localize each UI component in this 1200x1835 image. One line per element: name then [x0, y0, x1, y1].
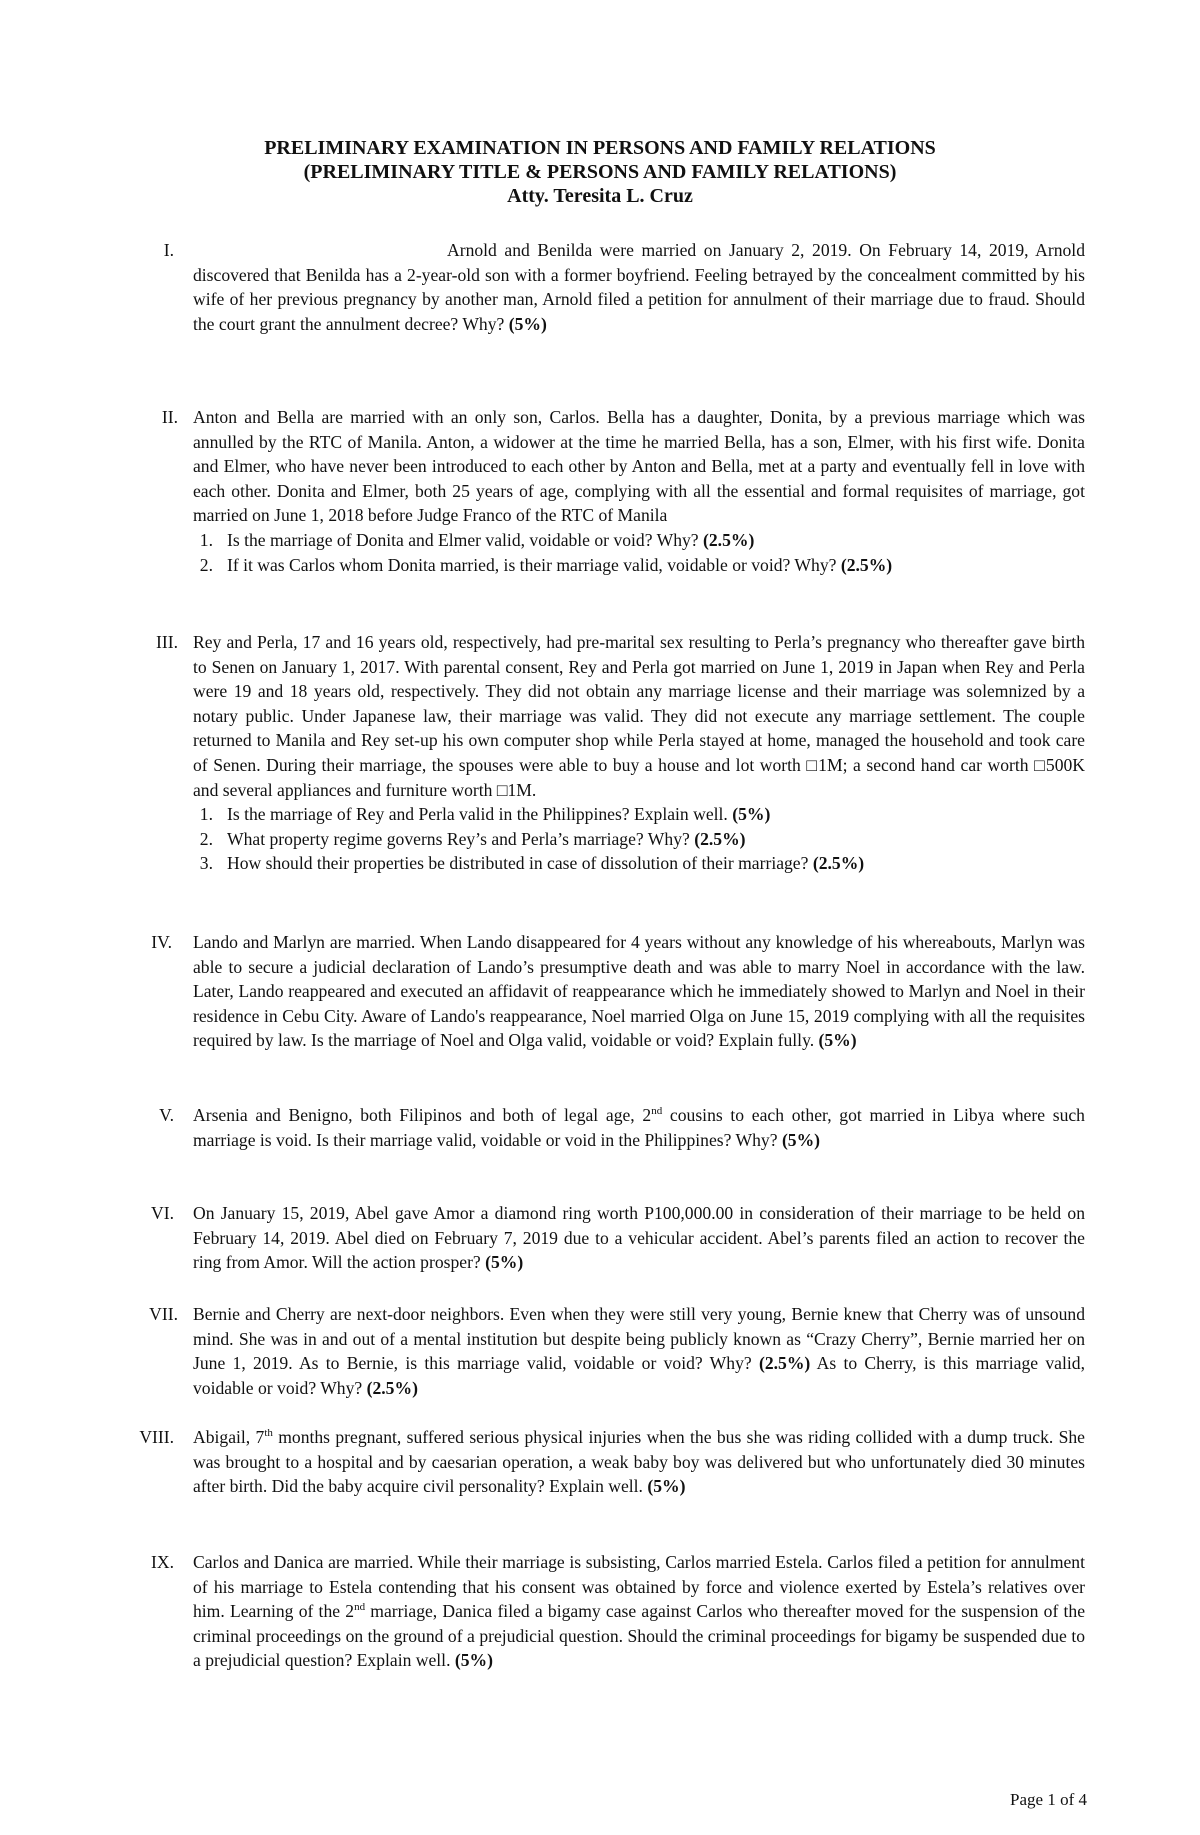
question-number: II.	[161, 407, 178, 427]
question-number: VI.	[151, 1203, 174, 1223]
question-number: IV.	[151, 932, 172, 952]
question-number: V.	[159, 1105, 174, 1125]
question-text: Carlos and Danica are married. While their marriage is subsisting, Carlos married Estela. Carlos filed a petition for annulment of his marriage to Estela contending that his consent was obtained by force and violence exerted by Estela’s relatives over him. Learning of the 2nd marriage, Danica filed a bigamy case against Carlos who thereafter moved for the suspension of the criminal proceedings on the ground of a prejudicial question. Should the criminal proceedings for bigamy be suspended due to a prejudicial question? Explain well. (5%)	[193, 1552, 1086, 1671]
question-number: VII.	[149, 1304, 178, 1324]
sub-question-1: 1. Is the marriage of Donita and Elmer valid, voidable or void? Why? (2.5%)	[199, 529, 755, 550]
question-number: IX.	[151, 1552, 174, 1572]
question-points: (5%)	[485, 1252, 524, 1273]
exam-author: Atty. Teresita L. Cruz	[507, 185, 693, 207]
page-number: Page 1 of 4	[1010, 1790, 1087, 1809]
sub-question-3: 3. How should their properties be distributed in case of dissolution of their marriage? (2.5%)	[199, 853, 865, 874]
question-text: Anton and Bella are married with an only son, Carlos. Bella has a daughter, Donita, by a previous marriage which was annulled by the RTC of Manila. Anton, a widower at the time he married Bella, has a son, Elmer, with his first wife. Donita and Elmer, who have never been introduced to each other by Anton and Bella, met at a party and eventually fell in love with each other. Donita and Elmer, both 25 years of age, complying with all the essential and formal requisites of marriage, got married on June 1, 2018 before Judge Franco of the RTC of Manila 1. Is the marriage of Donita and Elmer valid, voidable or void? Why? (2.5%) 2. If it was Carlos whom Donita married, is their marriage valid, voidable or void? Why? (2.5%)	[193, 405, 1085, 577]
question-text: Lando and Marlyn are married. When Lando disappeared for 4 years without any knowledge of his whereabouts, Marlyn was able to secure a judicial declaration of Lando’s presumptive death and was able to marry Noel in accordance with the law. Later, Lando reappeared and executed an affidavit of reappearance which he immediately showed to Marlyn and Noel in their residence in Cebu City. Aware of Lando's reappearance, Noel married Olga on June 15, 2019 complying with all the requisites required by law. Is the marriage of Noel and Olga valid, voidable or void? Explain fully. (5%)	[193, 932, 1085, 1051]
exam-subtitle: (PRELIMINARY TITLE & PERSONS AND FAMILY RELATIONS)	[303, 161, 897, 183]
question-number: VIII.	[139, 1427, 174, 1447]
question-points: (5%)	[647, 1476, 686, 1497]
question-points: (5%)	[781, 1129, 821, 1150]
question-text: Abigail, 7th months pregnant, suffered serious physical injuries when the bus she was riding collided with a dump truck. She was brought to a hospital and by caesarian operation, a weak baby boy was delivered but who unfortunately died 30 minutes after birth. Did the baby acquire civil personality? Explain well. (5%)	[193, 1427, 1085, 1497]
question-text: On January 15, 2019, Abel gave Amor a diamond ring worth P100,000.00 in consideration of their marriage to be held on February 14, 2019. Abel died on February 7, 2019 due to a vehicular accident. Abel’s parents filed an action to recover the ring from Amor. Will the action prosper? (5%)	[193, 1203, 1085, 1273]
exam-header	[0, 136, 1200, 208]
question-text: Bernie and Cherry are next-door neighbors. Even when they were still very young, Bernie knew that Cherry was of unsound mind. She was in and out of a mental institution but despite being publicly known as “Crazy Cherry”, Bernie married her on June 1, 2019. As to Bernie, is this marriage valid, voidable or void? Why? (2.5%) As to Cherry, is this marriage valid, voidable or void? Why? (2.5%)	[193, 1304, 1085, 1398]
sub-question-2: 2. What property regime governs Rey’s and Perla’s marriage? Why? (2.5%)	[199, 828, 746, 849]
question-number: I.	[163, 240, 174, 260]
question-text: Arsenia and Benigno, both Filipinos and both of legal age, 2nd cousins to each other, got married in Libya where such marriage is void. Is their marriage valid, voidable or void in the Philippines? Why? (5%)	[193, 1105, 1085, 1150]
question-points: (5%)	[454, 1650, 493, 1671]
question-number: III.	[156, 632, 178, 652]
question-text: Arnold and Benilda were married on January 2, 2019. On February 14, 2019, Arnold discovered that Benilda has a 2-year-old son with a former boyfriend. Feeling betrayed by the concealment committed by his wife of her previous pregnancy by another man, Arnold filed a petition for annulment of their marriage due to fraud. Should the court grant the annulment decree? Why? (5%)	[193, 240, 1085, 334]
question-text: Rey and Perla, 17 and 16 years old, respectively, had pre-marital sex resulting to Perla’s pregnancy who thereafter gave birth to Senen on January 1, 2017. With parental consent, Rey and Perla got married on June 1, 2019 in Japan when Rey and Perla were 19 and 18 years old, respectively. They did not obtain any marriage license and their marriage was solemnized by a notary public. Under Japanese law, their marriage was valid. They did not execute any marriage settlement. The couple returned to Manila and Rey set-up his own computer shop while Perla stayed at home, managed the household and took care of Senen. During their marriage, the spouses were able to buy a house and lot worth □1M; a second hand car worth □500K and several appliances and furniture worth □1M. 1. Is the marriage of Rey and Perla valid in the Philippines? Explain well. (5%) 2. What property regime governs Rey’s and Perla’s marriage? Why? (2.5%) 3. How should their properties be distributed in case of dissolution of their marriage? (2.5%)	[193, 630, 1085, 876]
exam-title: PRELIMINARY EXAMINATION IN PERSONS AND FAMILY RELATIONS	[264, 137, 936, 159]
question-points: (5%)	[508, 313, 547, 334]
sub-question-2: 2. If it was Carlos whom Donita married, is their marriage valid, voidable or void? Why? (2.5%)	[199, 554, 893, 575]
question-points: (5%)	[818, 1030, 857, 1051]
sub-question-1: 1. Is the marriage of Rey and Perla valid in the Philippines? Explain well. (5%)	[199, 804, 771, 825]
